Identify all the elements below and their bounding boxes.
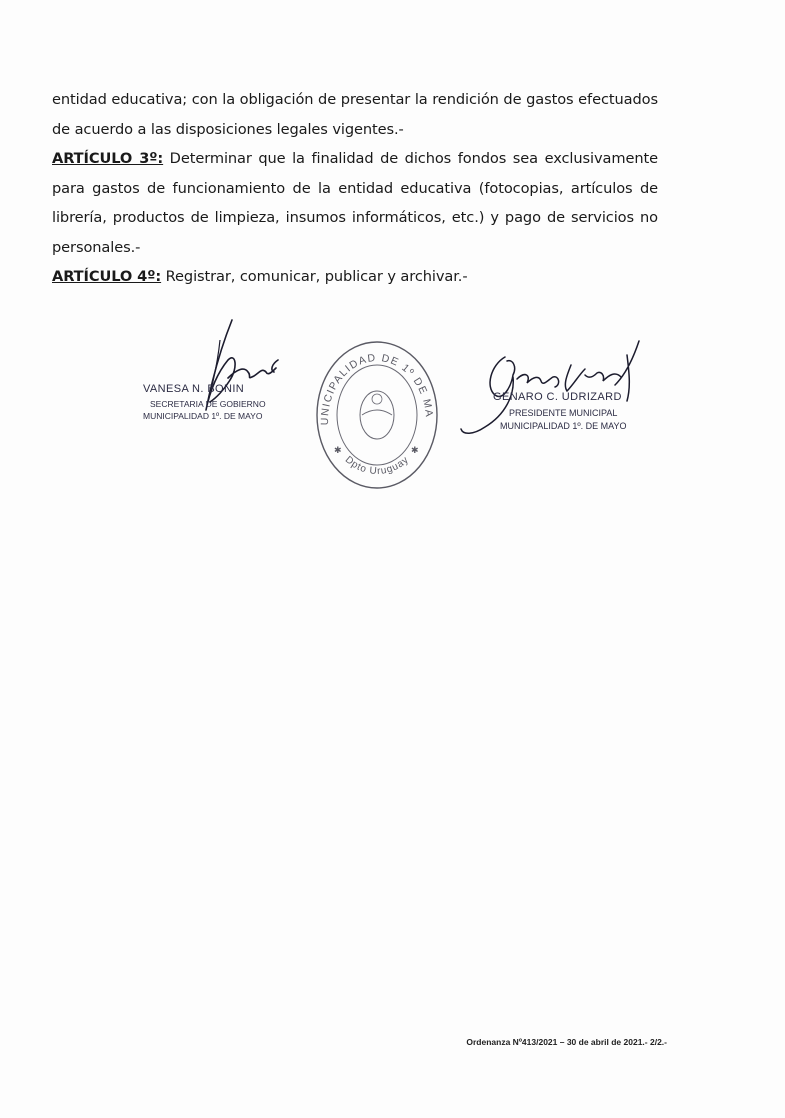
- page-footer: Ordenanza Nº413/2021 – 30 de abril de 2021.- 2/2.-: [466, 1037, 667, 1047]
- svg-text:Dpto Uruguay: [343, 454, 411, 477]
- document-body: [52, 85, 658, 292]
- municipal-seal: [312, 335, 442, 493]
- signature-right: [455, 335, 660, 445]
- signature-left: [140, 310, 310, 440]
- article-3-text: Determinar que la finalidad de dichos fondos sea exclusivamente para gastos de funcionamiento de la entidad educativa (fotocopias, artículos de librería, productos de limpieza, insumos informáticos, etc.) y pago de servicios no personales.-: [52, 150, 658, 256]
- article-4-text: Registrar, comunicar, publicar y archivar.-: [161, 268, 468, 285]
- signer-title-right: PRESIDENTE MUNICIPAL: [509, 408, 618, 418]
- signer-org-left: MUNICIPALIDAD 1º. DE MAYO: [143, 411, 263, 421]
- signer-title-left: SECRETARIA DE GOBIERNO: [150, 399, 266, 409]
- paragraph-line: entidad educativa; con la obligación de presentar la rendición de gastos efectuados: [52, 91, 658, 108]
- article-3-heading: ARTÍCULO 3º:: [52, 150, 164, 167]
- seal-star-icon: ✱: [411, 446, 419, 456]
- signer-org-right: MUNICIPALIDAD 1º. DE MAYO: [500, 421, 627, 431]
- paragraph-line: de acuerdo a las disposiciones legales vigentes.-: [52, 120, 404, 138]
- article-4-heading: ARTÍCULO 4º:: [52, 268, 162, 285]
- seal-top-text: UNICIPALIDAD DE 1º DE MA: [318, 351, 435, 426]
- seal-bottom-text: Dpto Uruguay: [342, 454, 412, 478]
- article-4: [52, 262, 658, 292]
- seal-graphic: [312, 335, 442, 493]
- seal-star-icon: ✱: [334, 446, 342, 456]
- signer-name-left: VANESA N. BONIN: [143, 383, 245, 395]
- signer-name-right: GENARO C. UDRIZARD: [493, 391, 622, 403]
- article-3: [52, 144, 658, 262]
